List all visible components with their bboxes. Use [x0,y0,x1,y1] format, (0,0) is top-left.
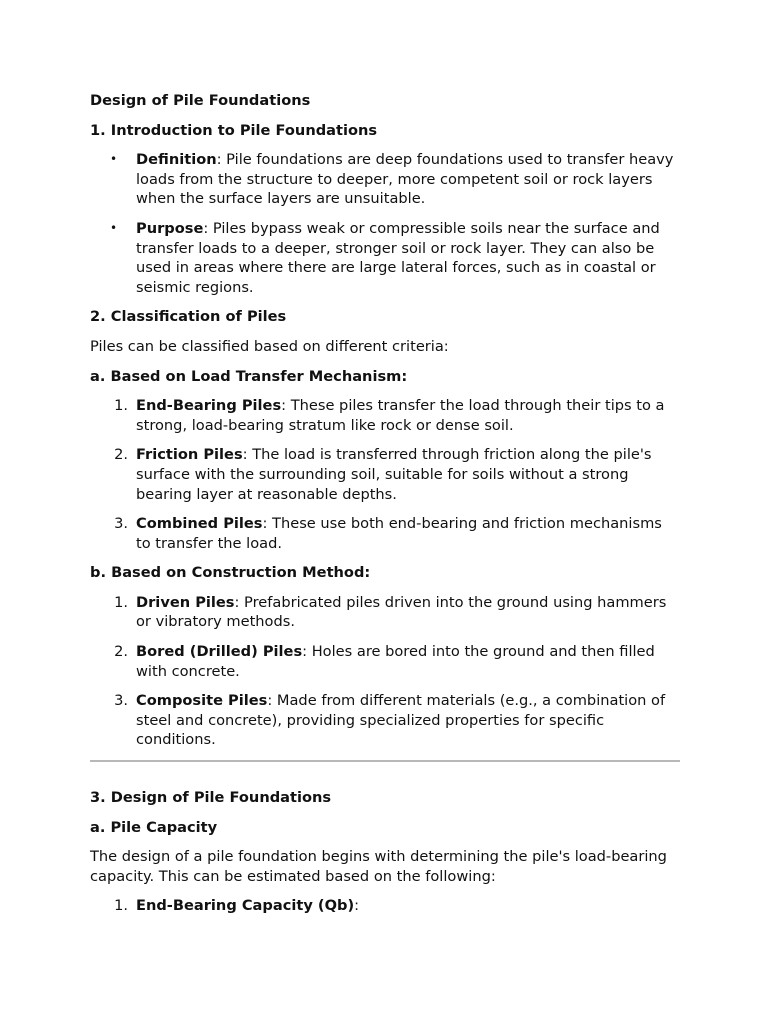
list-item [90,150,680,209]
item-text: : [354,897,360,915]
section-1-bullet-list [90,150,680,297]
item-term: End-Bearing Piles [136,397,282,415]
list-item [90,593,680,632]
list-item [90,219,680,297]
item-term: End-Bearing Capacity (Qb) [136,897,355,915]
section-1-heading: 1. Introduction to Pile Foundations [90,121,378,139]
section-2b-heading: b. Based on Construction Method: [90,564,371,582]
list-item [90,642,680,681]
section-2-heading: 2. Classification of Piles [90,308,287,326]
item-term: Purpose [136,219,204,237]
item-text: : These use both end-bearing and friction mechanisms to transfer the load. [136,515,662,552]
item-text: : Made from different materials (e.g., a combination of steel and concrete), providing specialized properties for specific conditions. [136,692,666,749]
section-3a-heading: a. Pile Capacity [90,818,218,836]
item-number: 3. [114,515,128,533]
item-text: : Piles bypass weak or compressible soils near the surface and transfer loads to a deeper, stronger soil or rock layer. They can also be used in areas where there are large lateral forces, such as in coastal or seismic regions. [136,219,660,296]
document-body [90,91,680,926]
section-3a-intro: The design of a pile foundation begins with determining the pile's load-bearing capacity. This can be estimated based on the following: [90,848,667,885]
item-number: 2. [114,643,128,661]
list-item [90,691,680,750]
construction-method-list [90,593,680,750]
item-text: : Prefabricated piles driven into the ground using hammers or vibratory methods. [136,593,667,631]
item-term: Driven Piles [136,593,235,611]
item-number: 1. [114,593,128,611]
document-title: Design of Pile Foundations [90,92,311,109]
list-item [90,514,680,553]
item-text: : The load is transferred through friction along the pile's surface with the surrounding soil, suitable for soils without a strong bearing layer at reasonable depths. [136,446,652,503]
section-3-heading: 3. Design of Pile Foundations [90,789,332,807]
bullet-icon: • [110,220,118,235]
pile-capacity-list [90,896,680,916]
load-transfer-list [90,396,680,553]
item-text: : Holes are bored into the ground and then filled with concrete. [136,643,655,680]
item-number: 1. [114,397,128,415]
item-term: Bored (Drilled) Piles [136,643,303,661]
item-term: Combined Piles [136,515,263,533]
item-text: : Pile foundations are deep foundations used to transfer heavy loads from the structure to deeper, more competent soil or rock layers when the surface layers are unsuitable. [136,151,674,208]
list-item [90,445,680,504]
list-item [90,896,680,916]
section-divider [90,760,680,762]
item-number: 2. [114,446,128,464]
list-item [90,396,680,435]
item-text: : These piles transfer the load through their tips to a strong, load-bearing stratum like rock or dense soil. [136,397,665,434]
section-2a-heading: a. Based on Load Transfer Mechanism: [90,367,408,385]
item-number: 3. [114,692,128,710]
item-number: 1. [114,897,128,915]
bullet-icon: • [110,152,118,167]
item-term: Composite Piles [136,692,268,710]
section-2-intro: Piles can be classified based on different criteria: [90,337,449,355]
item-term: Friction Piles [136,446,243,464]
item-term: Definition [136,151,217,169]
